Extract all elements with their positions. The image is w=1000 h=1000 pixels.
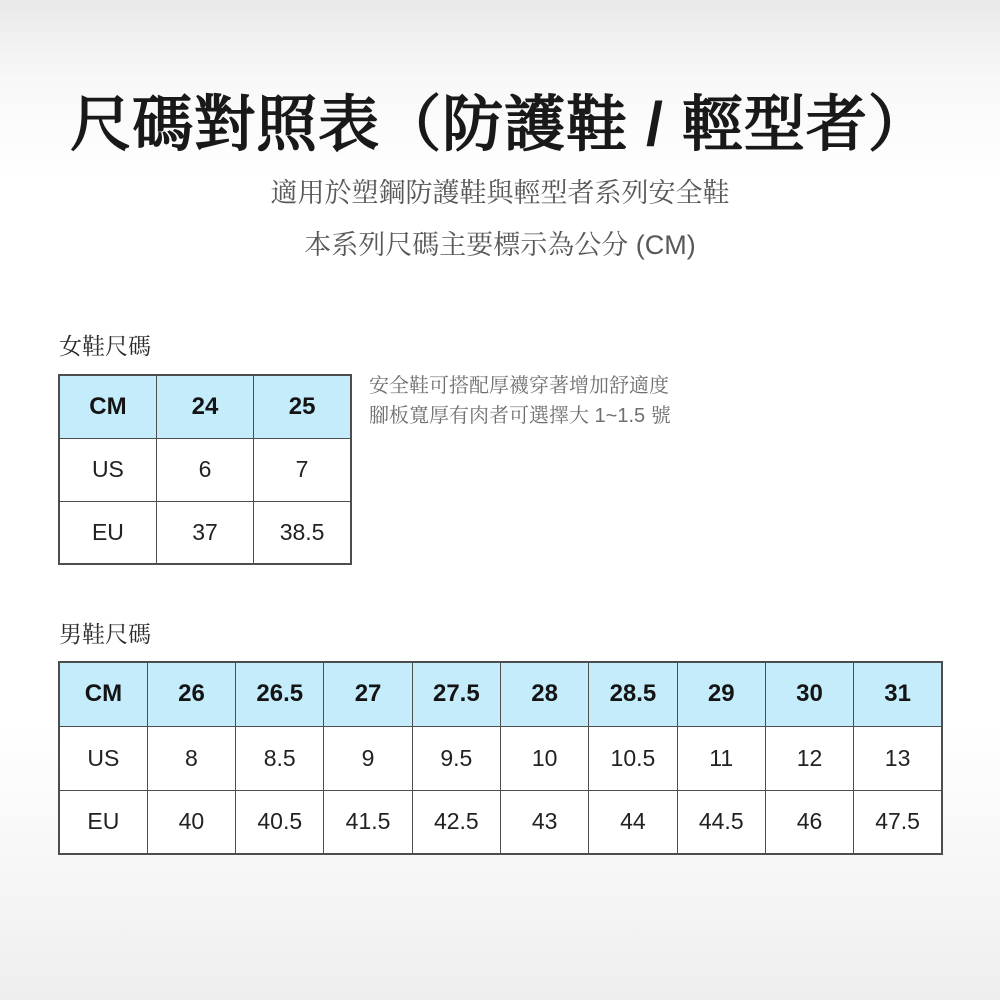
- table-cell: 37: [156, 501, 253, 564]
- subtitle-series-applicability: 適用於塑鋼防護鞋與輕型者系列安全鞋: [270, 178, 730, 208]
- table-cell: 30: [765, 662, 853, 726]
- table-cell: 11: [677, 726, 765, 790]
- table-cell: 44.5: [677, 790, 765, 854]
- table-cell: 43: [500, 790, 588, 854]
- table-cell: 6: [156, 438, 253, 501]
- table-cell: CM: [59, 375, 156, 438]
- table-row: [59, 662, 942, 726]
- table-cell: US: [59, 726, 147, 790]
- subtitle-unit-note: 本系列尺碼主要標示為公分 (CM): [304, 230, 696, 260]
- table-cell: 25: [254, 375, 351, 438]
- table-cell: 46: [765, 790, 853, 854]
- table-cell: 8.5: [236, 726, 324, 790]
- men-size-table: [58, 661, 943, 855]
- table-cell: 9.5: [412, 726, 500, 790]
- table-row: [59, 375, 351, 438]
- table-cell: 9: [324, 726, 412, 790]
- table-cell: 27.5: [412, 662, 500, 726]
- table-row: [59, 438, 351, 501]
- table-cell: 47.5: [854, 790, 942, 854]
- table-cell: 7: [254, 438, 351, 501]
- page-title: 尺碼對照表（防護鞋 / 輕型者）: [70, 90, 930, 158]
- table-cell: 10: [500, 726, 588, 790]
- table-cell: 41.5: [324, 790, 412, 854]
- table-cell: US: [59, 438, 156, 501]
- table-cell: 40: [147, 790, 235, 854]
- table-cell: 24: [156, 375, 253, 438]
- table-cell: 28.5: [589, 662, 677, 726]
- table-cell: 44: [589, 790, 677, 854]
- table-row: [59, 790, 942, 854]
- table-cell: 27: [324, 662, 412, 726]
- men-section-label: 男鞋尺碼: [59, 621, 151, 647]
- table-cell: CM: [59, 662, 147, 726]
- fit-note-line: 安全鞋可搭配厚襪穿著增加舒適度: [369, 375, 669, 397]
- table-cell: 28: [500, 662, 588, 726]
- table-cell: 42.5: [412, 790, 500, 854]
- table-cell: 26: [147, 662, 235, 726]
- table-cell: EU: [59, 790, 147, 854]
- fit-note: [369, 371, 671, 431]
- women-size-table: [58, 374, 352, 565]
- table-cell: 31: [854, 662, 942, 726]
- table-cell: 26.5: [236, 662, 324, 726]
- table-cell: EU: [59, 501, 156, 564]
- table-cell: 38.5: [254, 501, 351, 564]
- table-cell: 12: [765, 726, 853, 790]
- table-cell: 29: [677, 662, 765, 726]
- fit-note-line: 腳板寬厚有肉者可選擇大 1~1.5 號: [369, 405, 671, 427]
- table-cell: 40.5: [236, 790, 324, 854]
- table-cell: 13: [854, 726, 942, 790]
- women-section-label: 女鞋尺碼: [59, 333, 151, 359]
- table-row: [59, 501, 351, 564]
- table-cell: 10.5: [589, 726, 677, 790]
- table-row: [59, 726, 942, 790]
- table-cell: 8: [147, 726, 235, 790]
